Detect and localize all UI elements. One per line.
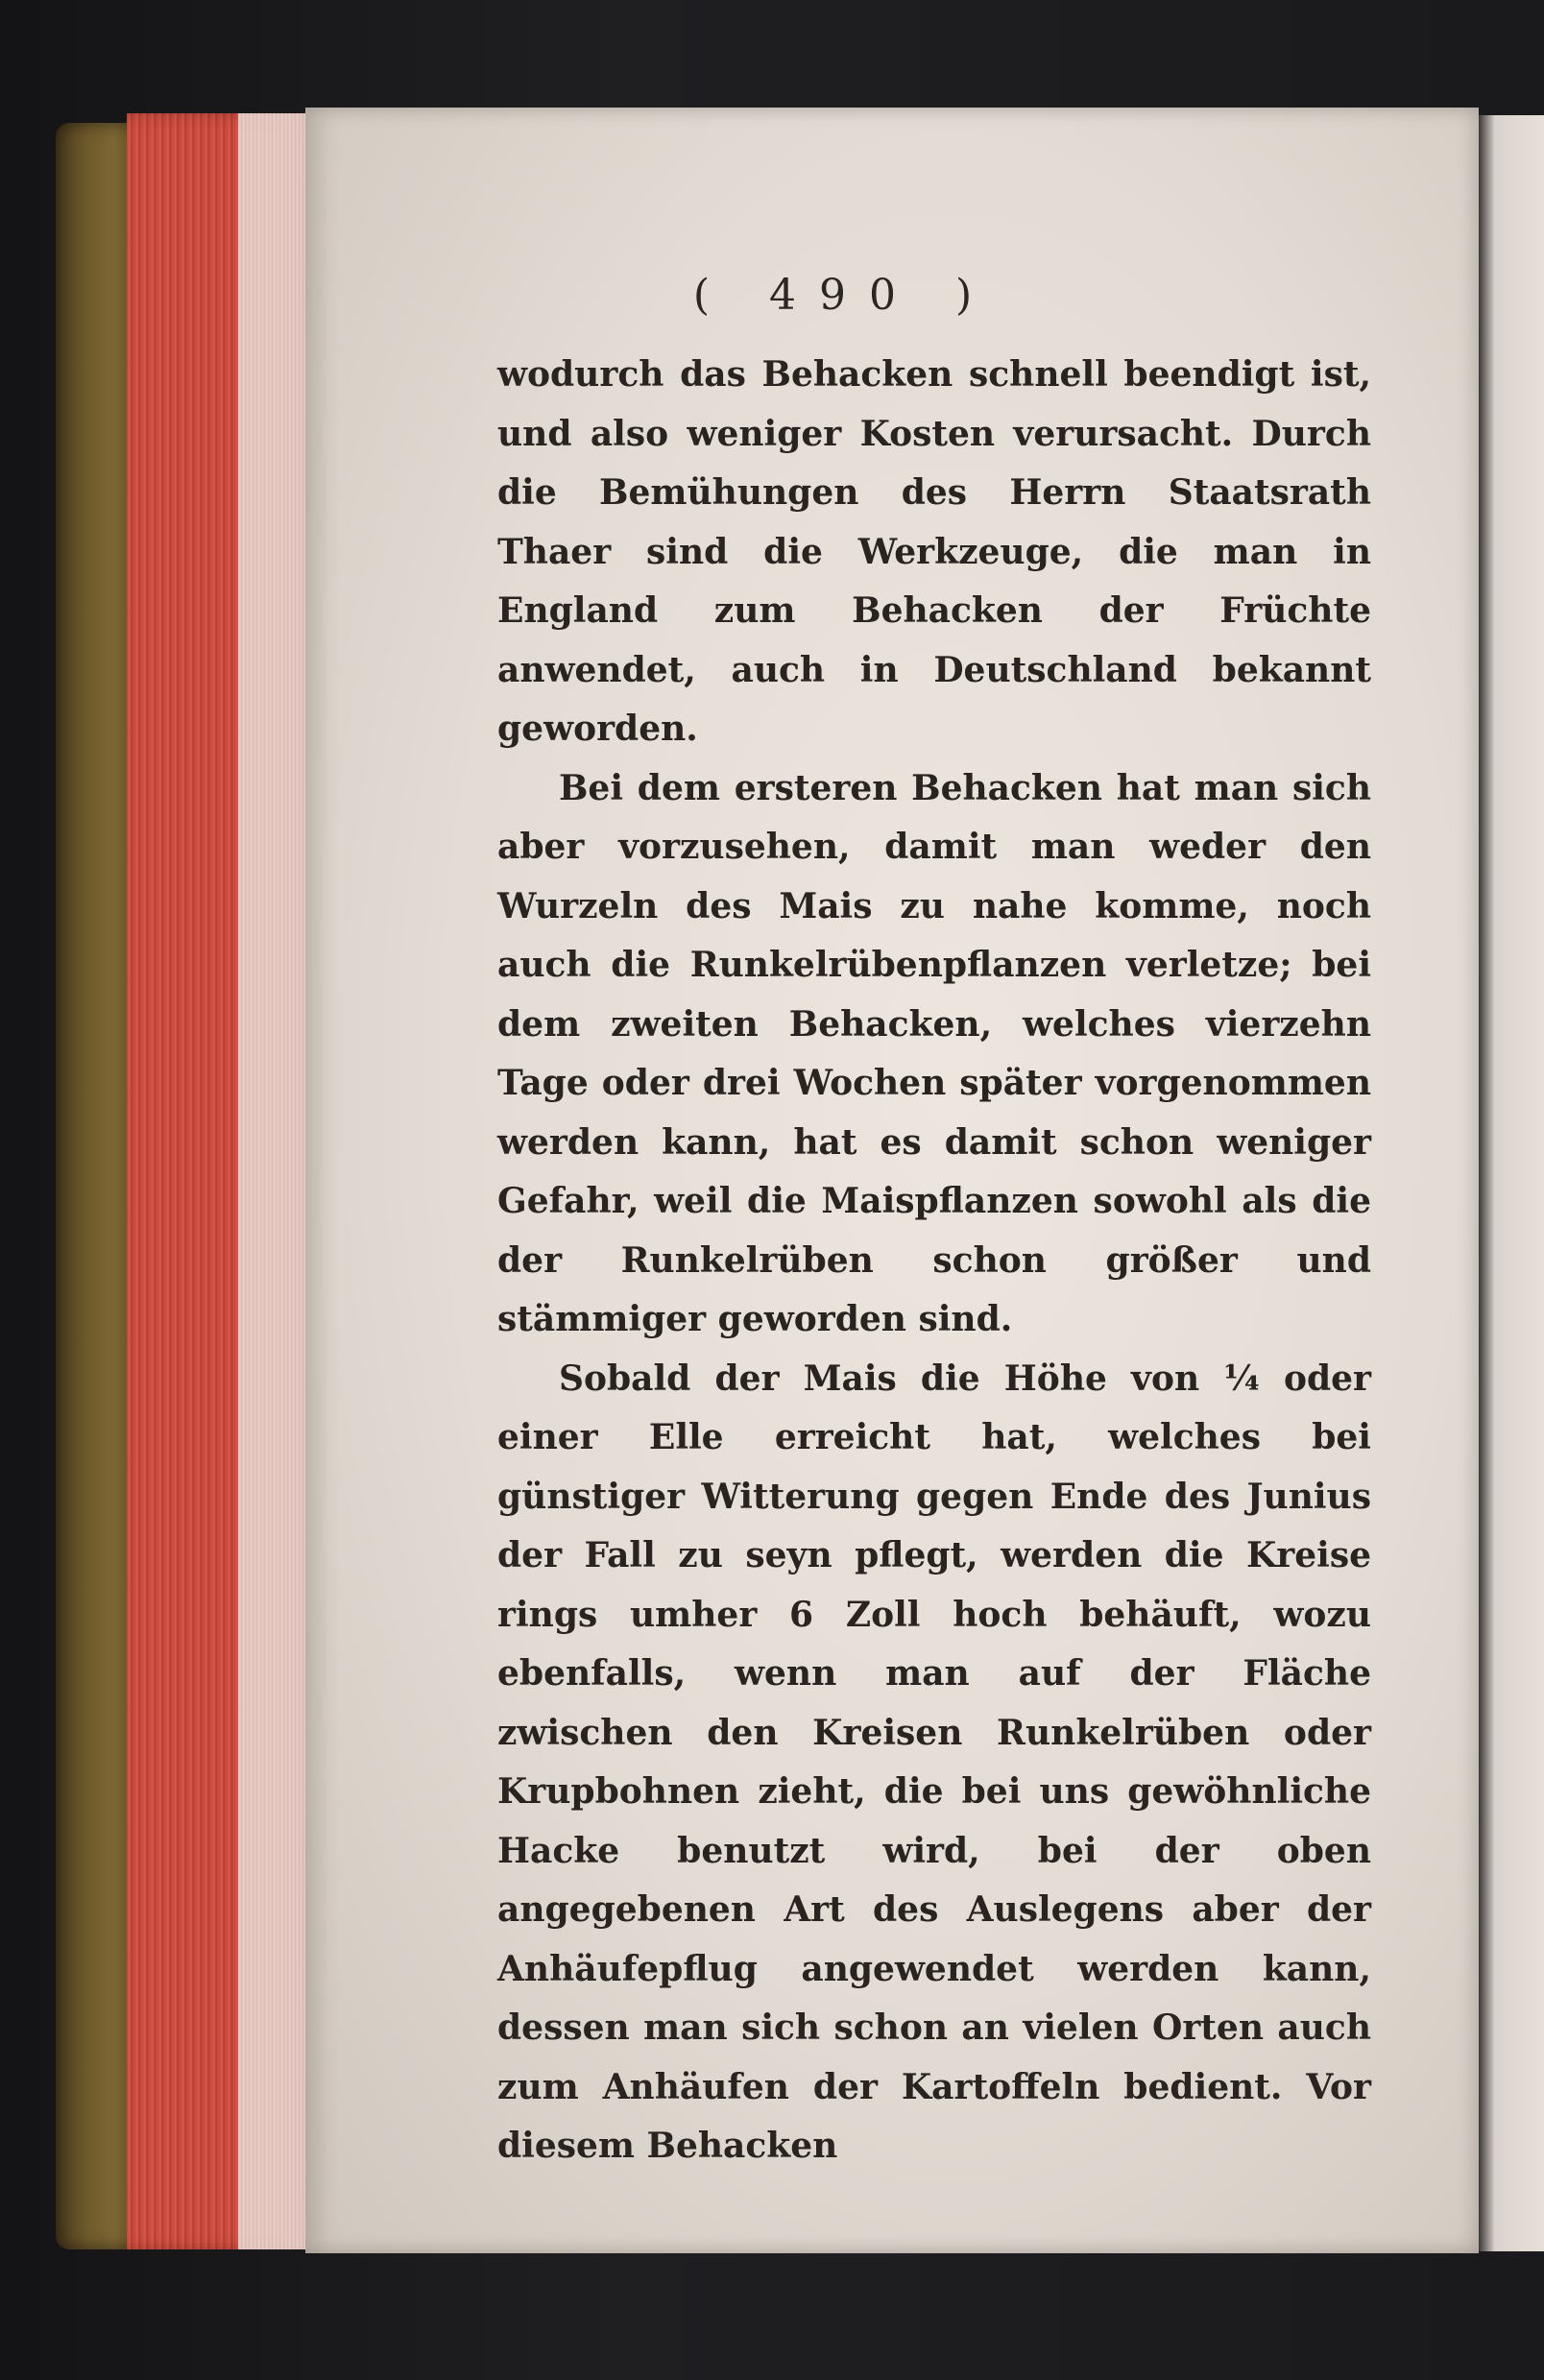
page-edges-light	[238, 113, 305, 2249]
paragraph-3: Sobald der Mais die Höhe von ¼ oder einer Elle erreicht hat, welches bei günstiger Witterung gegen Ende des Junius der Fall zu seyn pflegt, werden die Kreise rings umher 6 Zoll hoch behäuft, wozu ebenfalls, wenn man auf der Fläche zwischen den Kreisen Runkelrüben oder Krupbohnen zieht, die bei uns gewöhnliche Hacke benutzt wird, bei der oben angegebenen Art des Auslegens aber der Anhäufepflug angewendet werden kann, dessen man sich schon an vielen Orten auch zum Anhäufen der Kartoffeln bedient. Vor diesem Behacken	[497, 1358, 1371, 2166]
paragraph-2: Bei dem ersteren Behacken hat man sich aber vorzusehen, damit man weder den Wurzeln des Mais zu nahe komme, noch auch die Runkelrübenpflanzen verletze; bei dem zweiten Behacken, welches vierzehn Tage oder drei Wochen später vorgenommen werden kann, hat es damit schon weniger Gefahr, weil die Maispflanzen sowohl als die der Runkelrüben schon größer und stämmiger geworden sind.	[497, 767, 1371, 1339]
facing-page-edge	[1479, 115, 1544, 2251]
page-number: ( 490 )	[692, 271, 996, 320]
page-body-text	[497, 346, 1371, 2176]
paragraph-1: wodurch das Behacken schnell beendigt ist, und also weniger Kosten verursacht. Durch die Bemühungen des Herrn Staatsrath Thaer sind die Werkzeuge, die man in England zum Behacken der Früchte anwendet, auch in Deutschland bekannt geworden.	[497, 354, 1371, 749]
